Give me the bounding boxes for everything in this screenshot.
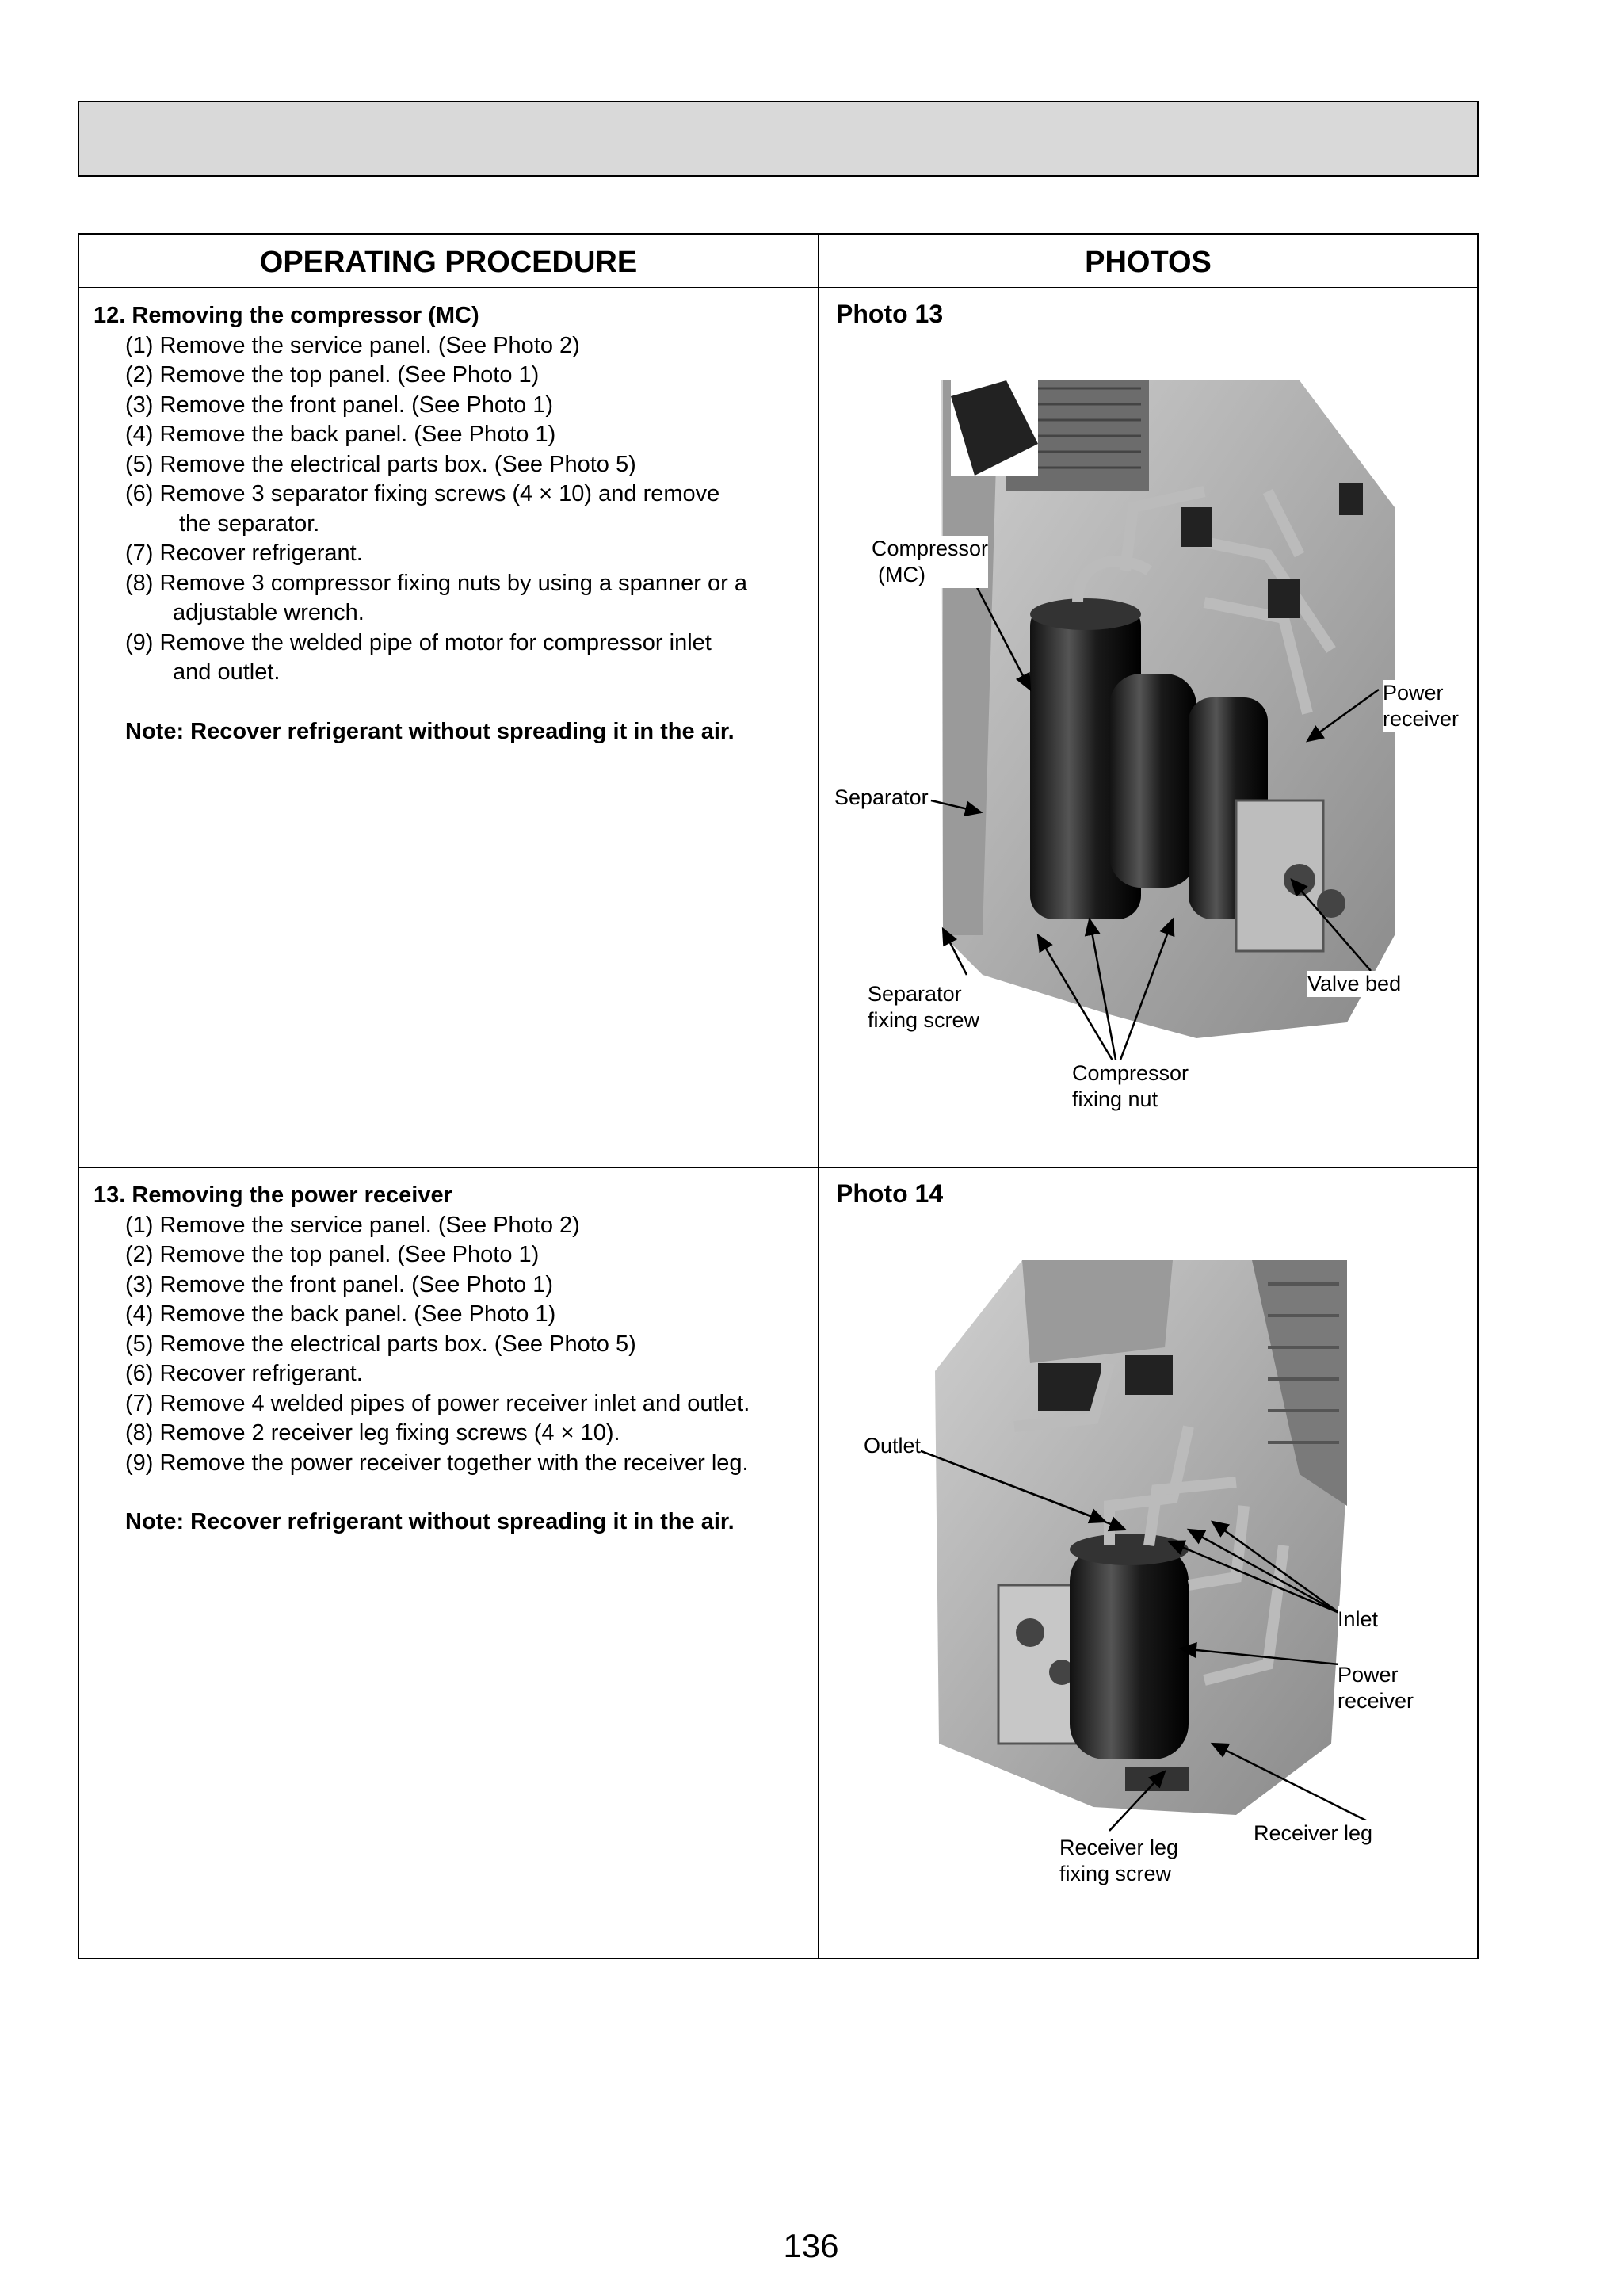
label-compressor-line1: Compressor (872, 537, 989, 560)
page-number: 136 (783, 2227, 839, 2264)
label-outlet: Outlet (864, 1434, 922, 1457)
photo-13-image (941, 380, 1395, 1038)
step-13-1: (1) Remove the service panel. (See Photo 2) (125, 1212, 580, 1238)
photo-14-image (935, 1260, 1347, 1815)
label-separator-fixing-screw (868, 981, 979, 1033)
step-12-4: (4) Remove the back panel. (See Photo 1) (125, 422, 556, 447)
section-12-note: Note: Recover refrigerant without spreading it in the air. (125, 718, 735, 744)
label-power-receiver-14-line1: Power (1338, 1663, 1399, 1687)
step-12-9: (9) Remove the welded pipe of motor for compressor inlet (125, 629, 712, 655)
step-13-7: (7) Remove 4 welded pipes of power receiver inlet and outlet. (125, 1390, 750, 1416)
step-12-7: (7) Recover refrigerant. (125, 541, 363, 566)
step-13-6: (6) Recover refrigerant. (125, 1361, 363, 1386)
label-valve-bed: Valve bed (1307, 972, 1402, 995)
label-separator-screw-line1: Separator (868, 982, 962, 1006)
step-13-3: (3) Remove the front panel. (See Photo 1) (125, 1271, 554, 1297)
step-12-6: (6) Remove 3 separator fixing screws (4 × 10) and remove (125, 481, 720, 506)
label-compressor-fixing-nut (1072, 1060, 1189, 1113)
step-12-9-cont: and outlet. (173, 659, 281, 685)
step-13-4: (4) Remove the back panel. (See Photo 1) (125, 1301, 556, 1327)
label-compressor (872, 536, 988, 588)
step-12-2: (2) Remove the top panel. (See Photo 1) (125, 362, 540, 388)
label-receiver-leg-fixing-screw (1059, 1835, 1178, 1887)
step-12-8-cont: adjustable wrench. (173, 600, 364, 625)
step-12-8: (8) Remove 3 compressor fixing nuts by using a spanner or a (125, 570, 747, 596)
photo-14-title: Photo 14 (836, 1179, 944, 1208)
label-compressor-nut-line2: fixing nut (1072, 1087, 1158, 1111)
label-power-receiver-13-line2: receiver (1383, 707, 1460, 731)
step-13-5: (5) Remove the electrical parts box. (See Photo 5) (125, 1331, 636, 1357)
step-12-1: (1) Remove the service panel. (See Photo 2) (125, 332, 580, 358)
label-compressor-nut-line1: Compressor (1072, 1061, 1189, 1085)
label-power-receiver-14 (1338, 1662, 1414, 1714)
label-power-receiver-13-line1: Power (1383, 681, 1444, 705)
label-leg-screw-line1: Receiver leg (1059, 1836, 1179, 1859)
step-13-2: (2) Remove the top panel. (See Photo 1) (125, 1242, 540, 1267)
label-power-receiver-14-line2: receiver (1338, 1689, 1414, 1713)
label-separator-screw-line2: fixing screw (868, 1008, 980, 1032)
label-inlet: Inlet (1338, 1607, 1379, 1631)
label-leg-screw-line2: fixing screw (1059, 1862, 1172, 1885)
label-receiver-leg: Receiver leg (1254, 1821, 1373, 1845)
label-separator: Separator (834, 785, 929, 809)
header-photos: PHOTOS (1085, 246, 1212, 279)
step-12-6-cont: the separator. (179, 510, 320, 537)
step-12-5: (5) Remove the electrical parts box. (See Photo 5) (125, 451, 636, 477)
section-12-title: 12. Removing the compressor (MC) (94, 303, 479, 328)
header-operating-procedure: OPERATING PROCEDURE (259, 246, 638, 279)
step-12-3: (3) Remove the front panel. (See Photo 1) (125, 392, 554, 418)
section-13-note: Note: Recover refrigerant without spreading it in the air. (125, 1509, 735, 1534)
label-power-receiver-13 (1383, 680, 1459, 732)
label-compressor-line2: (MC) (878, 563, 925, 586)
section-13-title: 13. Removing the power receiver (94, 1182, 452, 1208)
step-13-9: (9) Remove the power receiver together with the receiver leg. (125, 1450, 749, 1476)
photo-13-title: Photo 13 (836, 300, 944, 328)
step-13-8: (8) Remove 2 receiver leg fixing screws (4 × 10). (125, 1420, 620, 1446)
